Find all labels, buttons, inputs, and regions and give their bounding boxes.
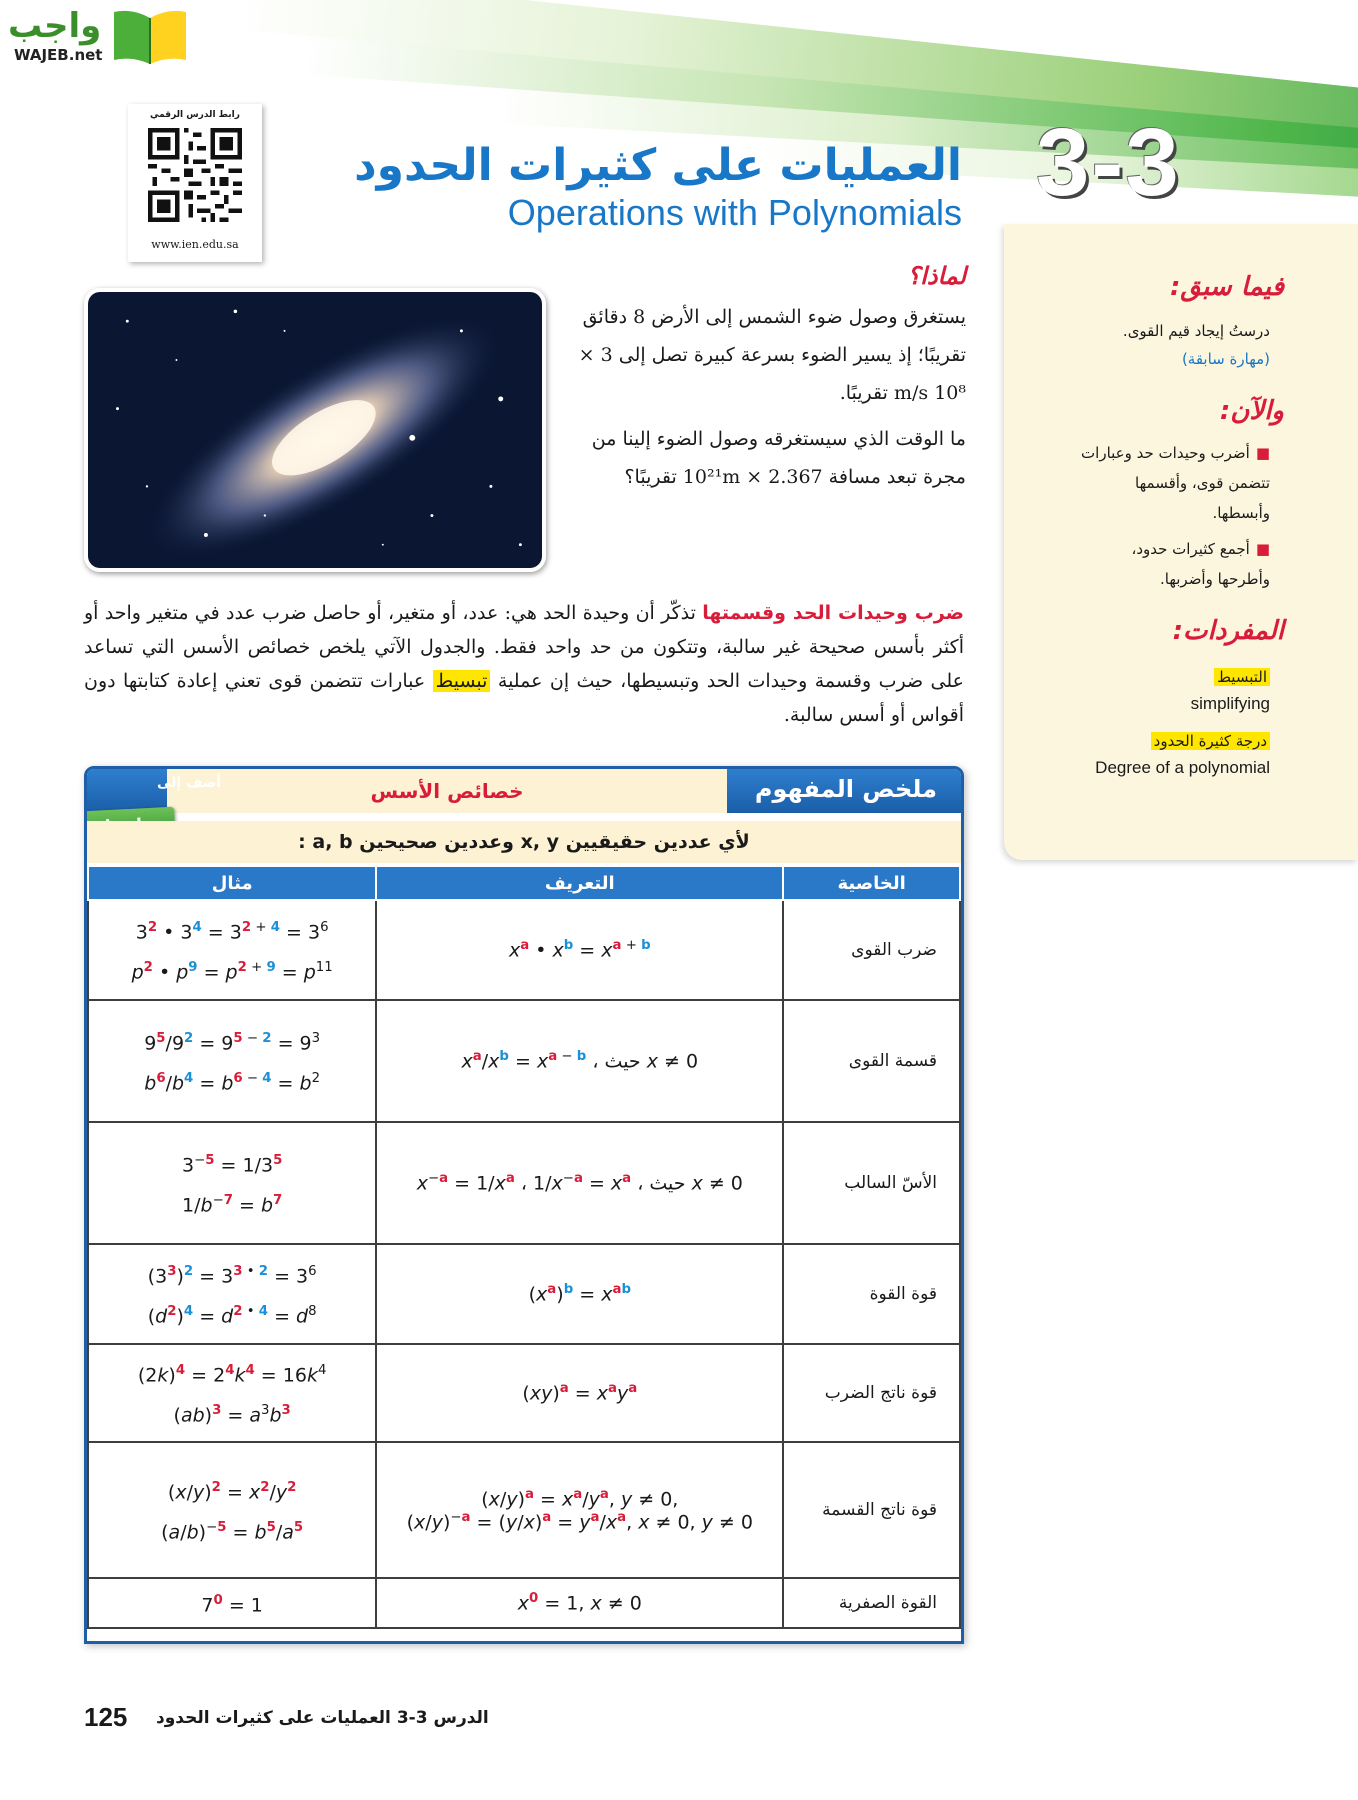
table-row <box>88 1122 960 1244</box>
logo-arabic: واجب <box>8 6 102 46</box>
property-name: قوة القوة <box>783 1244 960 1344</box>
vocab-term-english: simplifying <box>1190 694 1270 713</box>
book-icon <box>110 4 190 66</box>
example-cell: $3^2$ • $3^4 = 3^{2 + 4} = 3^6$ $p^2$ • $p^9 = p^{2 + 9} = p^{11}$ <box>88 900 376 1000</box>
definition-cell: $x^0 = 1$, x ≠ 0 <box>376 1578 783 1628</box>
definition-cell: $x^a$ • $x^b = x^{a + b}$ <box>376 900 783 1000</box>
table-row <box>88 1244 960 1344</box>
example-cell: $(x/y)^2 = x^2/y^2$ $(a/b)^{-5} = b^5/a^5$ <box>88 1442 376 1578</box>
galaxy-image <box>84 288 546 572</box>
definition-cell: $x^{-a} = 1/x^a$ ، $1/x^{-a} = x^a$ ، حيث x ≠ 0 <box>376 1122 783 1244</box>
definition-cell: $(x^a)^b = x^{ab}$ <box>376 1244 783 1344</box>
why-paragraph: يستغرق وصول ضوء الشمس إلى الأرض 8 دقائق تقريبًا؛ إذ يسير الضوء بسرعة كبيرة تصل إلى 3 × 10⁸ m/s تقريبًا. <box>578 306 966 404</box>
header-property: الخاصية <box>783 866 960 900</box>
concept-subtitle: خصائص الأسس <box>370 779 524 803</box>
why-heading: لماذا؟ <box>907 262 966 290</box>
example-cell: $(2k)^4 = 2^4k^4 = 16k^4$ $(ab)^3 = a^3b^3$ <box>88 1344 376 1442</box>
lesson-title-arabic: العمليات على كثيرات الحدود <box>354 140 962 191</box>
page-number: 125 <box>84 1702 128 1732</box>
property-name: قوة ناتج القسمة <box>783 1442 960 1578</box>
property-name: قوة ناتج الضرب <box>783 1344 960 1442</box>
example-cell: $(3^3)^2 = 3^{3 • 2} = 3^6$ $(d^2)^4 = d^{2 • 4} = d^8$ <box>88 1244 376 1344</box>
lesson-title-english: Operations with Polynomials <box>507 192 962 233</box>
vocab-term[interactable]: درجة كثيرة الحدود <box>1151 726 1270 756</box>
example-cell: $3^{-5} = 1/3^5$ $1/b^{-7} = b^7$ <box>88 1122 376 1244</box>
lesson-number: 3-3 <box>1036 109 1181 216</box>
qr-url[interactable]: www.ien.edu.sa <box>151 238 239 251</box>
example-cell: $9^5/9^2 = 9^{5 - 2} = 9^3$ $b^6/b^4 = b^{6 - 4} = b^2$ <box>88 1000 376 1122</box>
qr-label: رابط الدرس الرقمي <box>150 110 240 120</box>
table-row <box>88 1578 960 1628</box>
table-row <box>88 900 960 1000</box>
now-item: ■أجمع كثيرات حدود، وأطرحها وأضربها. <box>1131 540 1270 588</box>
footer-lesson-title: الدرس 3-3 العمليات على كثيرات الحدود <box>156 1708 489 1728</box>
logo-latin: WAJEB.net <box>14 46 103 64</box>
objectives-sidebar <box>1004 224 1358 860</box>
now-item: ■أضرب وحيدات حد وعبارات تتضمن قوى، وأقسمها وأبسطها. <box>1081 444 1270 522</box>
definition-cell: $(xy)^a = x^ay^a$ <box>376 1344 783 1442</box>
before-text: درستُ إيجاد قيم القوى. <box>1122 322 1270 340</box>
vocab-term-english: Degree of a polynomial <box>1095 758 1270 777</box>
header-example: مثال <box>88 866 376 900</box>
example-cell: $7^0 = 1$ <box>88 1578 376 1628</box>
table-row <box>88 1344 960 1442</box>
concept-intro: لأي عددين حقيقيين x, y وعددين صحيحين a, b : <box>87 821 961 863</box>
table-row <box>88 1000 960 1122</box>
qr-card[interactable] <box>128 104 262 262</box>
table-row <box>88 1442 960 1578</box>
definition-cell: $x^a/x^b = x^{a - b}$ ، حيث x ≠ 0 <box>376 1000 783 1122</box>
property-name: ضرب القوى <box>783 900 960 1000</box>
before-heading: فيما سبق: <box>1170 272 1284 302</box>
before-ref: (مهارة سابقة) <box>1181 350 1270 368</box>
exponent-properties-table <box>87 865 961 1629</box>
site-logo[interactable] <box>6 4 186 70</box>
why-question: ما الوقت الذي سيستغرقه وصول الضوء إلينا من مجرة تبعد مسافة 2.367 × 10²¹m تقريبًا؟ <box>591 428 966 488</box>
property-name: القوة الصفرية <box>783 1578 960 1628</box>
now-heading: والآن: <box>1219 396 1284 426</box>
property-name: قسمة القوى <box>783 1000 960 1122</box>
add-to-label: أضف إلى <box>157 775 222 791</box>
intro-heading: ضرب وحيدات الحد وقسمتها <box>702 602 964 624</box>
keyword-highlight: تبسيط <box>433 670 491 692</box>
concept-summary-box <box>84 766 964 1644</box>
vocab-heading: المفردات: <box>1172 616 1284 646</box>
intro-paragraph: ضرب وحيدات الحد وقسمتها تذكّر أن وحيدة الحد هي: عدد، أو متغير، أو حاصل ضرب عدد في متغير واحد أو أكثر بأسس صحيحة غير سالبة، وتتكون من حد واحد فقط. والجدول الآتي يلخص خصائص الأسس التي تساعد على ضرب وقسمة وحيدات الحد وتبسيطها، حيث إن عملية تبسيط عبارات تتضمن قوى تعني إعادة كتابتها دون أقواس أو أسس سالبة. <box>84 602 964 726</box>
definition-cell: $(x/y)^a = x^a/y^a$, y ≠ 0, $(x/y)^{-a} = (y/x)^a = y^a/x^a$, x ≠ 0, y ≠ 0 <box>376 1442 783 1578</box>
header-definition: التعريف <box>376 866 783 900</box>
property-name: الأسّ السالب <box>783 1122 960 1244</box>
vocab-term[interactable]: التبسيط <box>1214 662 1270 692</box>
concept-title: ملخص المفهوم <box>754 775 937 803</box>
qr-code-icon <box>148 128 242 222</box>
